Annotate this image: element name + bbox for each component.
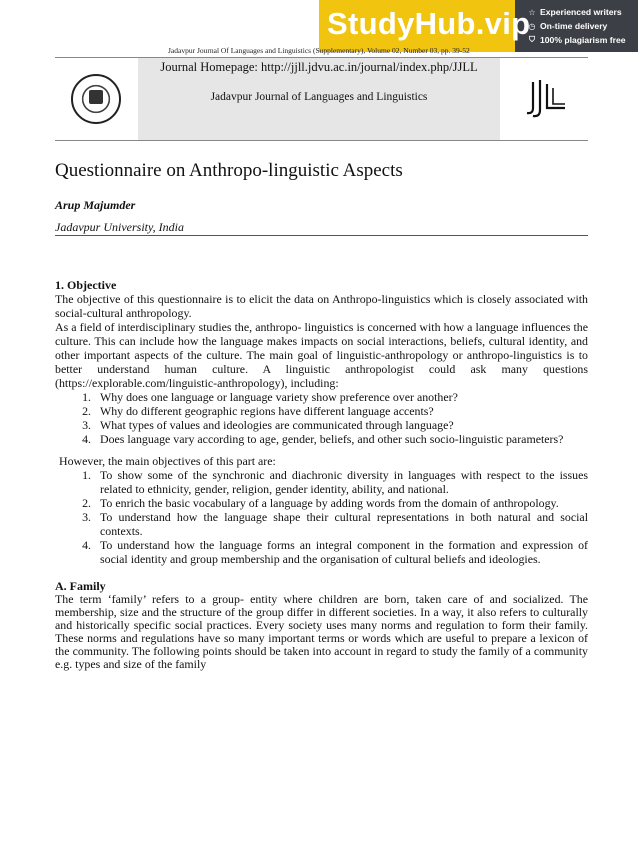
ad-perk <box>527 33 638 47</box>
shield-icon: ⛉ <box>529 35 535 44</box>
ad-banner[interactable] <box>319 0 638 52</box>
journal-info-panel <box>138 58 500 140</box>
article-affiliation: Jadavpur University, India <box>55 220 184 234</box>
list-item: 2. Why do different geographic regions have different language accents? <box>94 404 588 418</box>
ad-perk <box>527 19 638 33</box>
ad-perk-label: On-time delivery <box>540 21 608 31</box>
ad-brand-text: StudyHub.vip <box>327 6 531 41</box>
ad-perks-list <box>527 5 638 47</box>
objective-heading: 1. Objective <box>55 278 117 292</box>
family-paragraph: The term ‘family’ refers to a group- entity where children are born, taken care of and socialized. The membership, size and the structure of the group differ in different societies. In a way, it also refers to culturally and historically specific social practices. Every society uses many norms and regulation to form their family. These norms and regulations have so many important terms or words which are useful to prepare a lexicon of the community. The following points should be taken into account in regard to study the family of a community e.g. types and size of the family <box>55 592 588 671</box>
jjll-logo <box>505 58 588 140</box>
list-item: 3. What types of values and ideologies are communicated through language? <box>94 418 588 432</box>
ad-perk-label: 100% plagiarism free <box>540 35 626 45</box>
ad-perk <box>527 5 638 19</box>
journal-homepage-link[interactable]: Journal Homepage: http://jjll.jdvu.ac.in/journal/index.php/JJLL <box>160 60 478 74</box>
affiliation-rule <box>55 235 588 236</box>
list-item: 2. To enrich the basic vocabulary of a language by adding words from the domain of anthropology. <box>94 496 588 510</box>
questions-list <box>94 390 588 446</box>
journal-name: Jadavpur Journal of Languages and Linguistics <box>210 91 428 103</box>
ad-perk-label: Experienced writers <box>540 7 622 17</box>
family-section <box>55 579 588 671</box>
list-item: 1. Why does one language or language variety show preference over another? <box>94 390 588 404</box>
list-item: 4. Does language vary according to age, gender, beliefs, and other such socio-linguistic parameters? <box>94 432 588 446</box>
article-author: Arup Majumder <box>55 198 136 212</box>
university-seal-icon <box>71 74 121 124</box>
objective-paragraph: As a field of interdisciplinary studies the, anthropo- linguistics is concerned with how a language influences the culture. This can include how the language makes impacts on social interactions, beliefs, cultural identity, and other important aspects of the culture. The main goal of linguistic-anthropology or anthropo-linguistics is to better understand human culture. A linguistic anthropologist could ask many questions (https://explorable.com/linguistic-anthropology), including: <box>55 320 588 390</box>
clock-icon: ◷ <box>528 21 536 31</box>
list-item: 3. To understand how the language shape their cultural representations in both natural and social contexts. <box>94 510 588 538</box>
article-body <box>55 278 588 671</box>
ad-brand-logo[interactable] <box>319 0 531 52</box>
list-item: 4. To understand how the language forms an integral component in the formation and expression of social identity and group membership and the organisation of cultural beliefs and ideologies. <box>94 538 588 566</box>
objective-paragraph: The objective of this questionnaire is to elicit the data on Anthropo-linguistics which is closely associated with social-cultural anthropology. <box>55 292 588 320</box>
header-bottom-rule <box>55 140 588 141</box>
main-objectives-list <box>94 468 588 566</box>
university-logo <box>55 58 137 140</box>
main-objectives-intro: However, the main objectives of this part are: <box>59 454 276 468</box>
journal-citation: Jadavpur Journal Of Languages and Linguistics (Supplementary), Volume 02, Number 03, pp. 39-52 <box>168 46 470 55</box>
article-title: Questionnaire on Anthropo-linguistic Aspects <box>55 160 403 181</box>
jjll-logo-icon <box>525 78 569 120</box>
journal-header <box>55 58 588 140</box>
spacer <box>55 446 588 454</box>
star-icon: ☆ <box>528 7 536 17</box>
family-heading: A. Family <box>55 579 106 593</box>
list-item: 1. To show some of the synchronic and diachronic diversity in languages with respect to the issues related to ethnicity, gender, religion, gender identity, ability, and national. <box>94 468 588 496</box>
